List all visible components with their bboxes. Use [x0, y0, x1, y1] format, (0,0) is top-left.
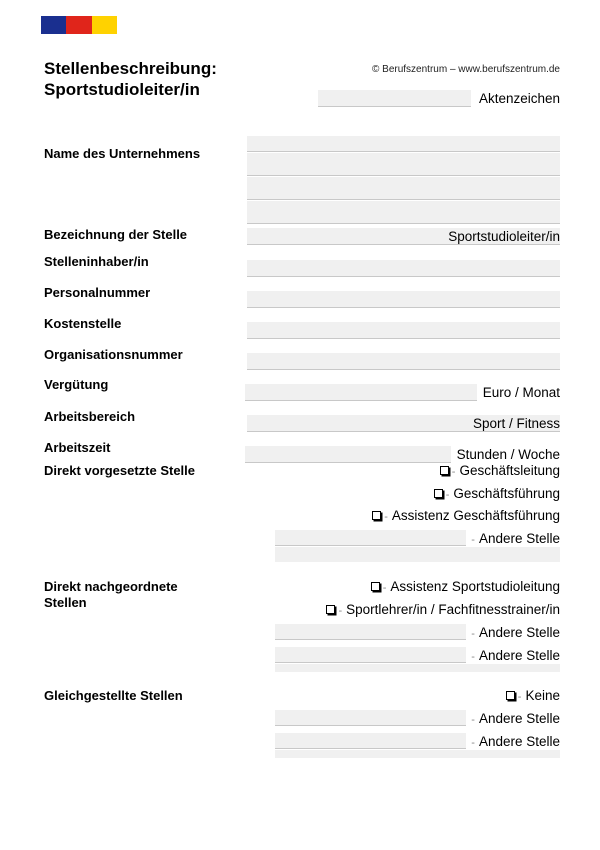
nachgeordnete-label-line-1: Direkt nachgeordnete — [44, 579, 178, 594]
vorgesetzte-other-field[interactable] — [275, 530, 466, 546]
unternehmen-field-3[interactable] — [247, 177, 560, 200]
other-label: Andere Stelle — [478, 531, 560, 546]
nachgeordnete-option-2[interactable] — [326, 602, 560, 617]
dash-separator: - — [471, 737, 475, 749]
checkbox-icon[interactable] — [372, 511, 381, 520]
checkbox-icon[interactable] — [506, 691, 515, 700]
organisationsnummer-field[interactable] — [247, 353, 560, 370]
nachgeordnete-other-field-2[interactable] — [275, 647, 466, 663]
option-label: Assistenz Geschäftsführung — [391, 508, 560, 523]
unternehmen-field-1[interactable] — [247, 136, 560, 152]
aktenzeichen-field[interactable] — [318, 90, 471, 107]
option-label: Assistenz Sportstudioleitung — [390, 579, 560, 594]
personalnummer-field[interactable] — [247, 291, 560, 308]
gleichgestellte-other-label-1 — [471, 711, 560, 726]
checkbox-icon[interactable] — [371, 582, 380, 591]
bezeichnung-label: Bezeichnung der Stelle — [44, 227, 188, 242]
title-line-2: Sportstudioleiter/in — [44, 80, 200, 99]
dash-separator: - — [471, 534, 475, 546]
page-title — [44, 58, 217, 100]
personalnummer-label: Personalnummer — [44, 285, 151, 300]
nachgeordnete-other-label-1 — [471, 625, 560, 640]
other-label: Andere Stelle — [478, 734, 560, 749]
stelleninhaber-field[interactable] — [247, 260, 560, 277]
bezeichnung-value: Sportstudioleiter/in — [448, 229, 560, 244]
vorgesetzte-option-1[interactable] — [440, 463, 560, 478]
arbeitszeit-field[interactable] — [245, 446, 451, 463]
arbeitszeit-label: Arbeitszeit — [44, 440, 111, 455]
gleichgestellte-other-field-3[interactable] — [275, 750, 560, 758]
dash-separator: - — [384, 511, 388, 523]
gleichgestellte-other-field-1[interactable] — [275, 710, 466, 726]
flag-logo — [41, 16, 117, 34]
dash-separator: - — [445, 489, 450, 501]
verguetung-unit: Euro / Monat — [482, 385, 560, 400]
unternehmen-field-4[interactable] — [247, 201, 560, 224]
gleichgestellte-option-keine[interactable] — [506, 688, 560, 703]
nachgeordnete-other-field-1[interactable] — [275, 624, 466, 640]
option-label: Sportlehrer/in / Fachfitnesstrainer/in — [346, 602, 560, 617]
nachgeordnete-label — [44, 579, 178, 611]
nachgeordnete-other-label-2 — [471, 648, 560, 663]
checkbox-icon[interactable] — [326, 605, 335, 614]
option-label: Keine — [525, 688, 560, 703]
dash-separator: - — [382, 582, 387, 594]
other-label: Andere Stelle — [478, 648, 560, 663]
gleichgestellte-label: Gleichgestellte Stellen — [44, 688, 183, 703]
checkbox-icon[interactable] — [434, 489, 443, 498]
vorgesetzte-option-2[interactable] — [434, 486, 560, 501]
option-label: Geschäftsführung — [453, 486, 560, 501]
gleichgestellte-other-label-2 — [471, 734, 560, 749]
flag-blue — [41, 16, 66, 34]
nachgeordnete-other-field-3[interactable] — [275, 664, 560, 672]
dash-separator: - — [471, 714, 475, 726]
arbeitszeit-unit: Stunden / Woche — [456, 447, 560, 462]
nachgeordnete-label-line-2: Stellen — [44, 595, 87, 610]
dash-separator: - — [451, 466, 456, 478]
vorgesetzte-other-field-2[interactable] — [275, 547, 560, 562]
kostenstelle-label: Kostenstelle — [44, 316, 122, 331]
arbeitsbereich-label: Arbeitsbereich — [44, 409, 136, 424]
verguetung-label: Vergütung — [44, 377, 109, 392]
kostenstelle-field[interactable] — [247, 322, 560, 339]
vorgesetzte-label: Direkt vorgesetzte Stelle — [44, 463, 196, 478]
other-label: Andere Stelle — [478, 711, 560, 726]
stelleninhaber-label: Stelleninhaber/in — [44, 254, 149, 269]
organisationsnummer-label: Organisationsnummer — [44, 347, 183, 362]
arbeitsbereich-value: Sport / Fitness — [472, 416, 560, 431]
vorgesetzte-option-3[interactable] — [372, 508, 560, 523]
nachgeordnete-option-1[interactable] — [371, 579, 560, 594]
copyright-notice: © Berufszentrum – www.berufszentrum.de — [372, 64, 560, 75]
dash-separator: - — [471, 628, 475, 640]
flag-yellow — [92, 16, 117, 34]
dash-separator: - — [471, 651, 475, 663]
title-line-1: Stellenbeschreibung: — [44, 59, 217, 78]
checkbox-icon[interactable] — [440, 466, 449, 475]
gleichgestellte-other-field-2[interactable] — [275, 733, 466, 749]
option-label: Geschäftsleitung — [459, 463, 560, 478]
unternehmen-label: Name des Unternehmens — [44, 146, 201, 161]
verguetung-field[interactable] — [245, 384, 477, 401]
other-label: Andere Stelle — [478, 625, 560, 640]
dash-separator: - — [338, 605, 343, 617]
flag-red — [66, 16, 91, 34]
dash-separator: - — [517, 691, 522, 703]
unternehmen-field-2[interactable] — [247, 153, 560, 176]
vorgesetzte-other-label — [471, 531, 560, 546]
aktenzeichen-label: Aktenzeichen — [478, 91, 560, 106]
